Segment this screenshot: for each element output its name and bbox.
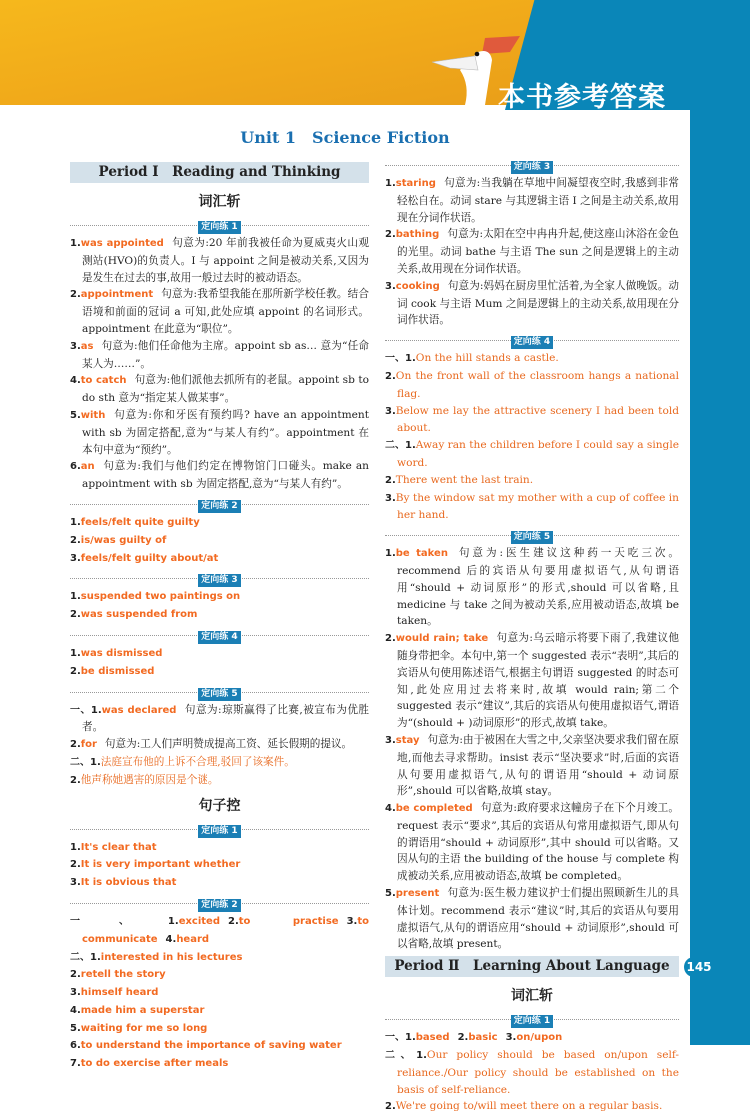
spacer	[70, 681, 369, 684]
spacer	[70, 567, 369, 570]
answer-sentence: 他声称她遇害的原因是个谜。	[80, 773, 219, 786]
drill-header	[70, 571, 369, 585]
section-heading: 词汇斩	[511, 988, 553, 1005]
item-number: 6.	[70, 461, 81, 473]
explanation: 句意为:太阳在空中冉冉升起,使这座山沐浴在金色的光里。动词 bathe 与主语 The sun 之间是逻辑上的主动关系,故用现在分词作状语。	[397, 228, 679, 275]
answer-text: made him a superstar	[80, 1004, 205, 1016]
drill-header	[70, 218, 369, 232]
drill-header	[70, 822, 369, 836]
answer-item	[70, 913, 369, 949]
explanation: 句意为:他们派他去抓所有的老鼠。appoint sb to do sth 意为“指定某人做某事”。	[82, 374, 369, 405]
item-number: 1.	[70, 841, 81, 853]
spacer	[70, 790, 369, 793]
answer-item	[70, 1020, 369, 1038]
period-title: Period Ⅰ Reading and Thinking	[70, 162, 369, 183]
answer-item	[385, 490, 679, 525]
item-number: 3.	[385, 492, 396, 504]
answer-item	[70, 407, 369, 458]
item-number: 4.	[385, 803, 396, 815]
answer-item	[70, 588, 369, 606]
answer-text: was declared	[101, 704, 177, 716]
item-number: 3.	[70, 877, 81, 889]
side-strip	[690, 100, 750, 1045]
item-number: 4.	[70, 1004, 81, 1016]
item-number: 2.	[385, 370, 396, 382]
answer-item	[70, 984, 369, 1002]
item-number: 2.	[385, 229, 396, 241]
answer-text: would rain; take	[395, 633, 489, 645]
item-number: 2.	[385, 633, 396, 645]
item-number: 二、1.	[385, 440, 416, 452]
answer-text: was dismissed	[80, 647, 163, 659]
item-number: 6.	[70, 1040, 81, 1052]
explanation: 句意为:我们与他们约定在博物馆门口碰头。make an appointment with sb 为固定搭配,意为“与某人有约”。	[82, 460, 369, 491]
answer-sentence: Away ran the children before I could say a single word.	[397, 439, 679, 469]
explanation: 句意为:20 年前我被任命为夏威夷火山观测站(HVO)的负责人。I 与 appoint 之间是被动关系,又因为是发生在过去的事,故用一般过去时的被动语态。	[82, 237, 370, 284]
answer-item	[70, 1037, 369, 1055]
answer-item	[70, 772, 369, 790]
drill-label: 定向练 5	[511, 531, 553, 544]
answer-text: to practise	[238, 915, 339, 927]
answer-item	[385, 350, 679, 368]
answer-text: excited	[178, 915, 220, 927]
explanation: 句意为:你和牙医有预约吗? have an appointment with sb 为固定搭配,意为“与某人有约”。appointment 在本句中意为“预约”。	[82, 408, 369, 456]
drill-header	[385, 528, 679, 542]
answer-text: be completed	[395, 803, 473, 815]
drill-label: 定向练 1	[198, 221, 240, 234]
item-number: 3.	[505, 1032, 517, 1044]
header-title: 本书参考答案	[498, 82, 666, 113]
item-number: 2.	[70, 774, 81, 786]
answer-item	[70, 949, 369, 967]
explanation: 句意为:琼斯赢得了比赛,被宣布为优胜者。	[82, 703, 370, 734]
answer-text: heard	[176, 933, 210, 945]
drill-label: 定向练 3	[511, 161, 553, 174]
answer-item	[70, 702, 369, 737]
item-number: 2.	[457, 1032, 469, 1044]
spacer	[70, 892, 369, 895]
answer-item	[385, 437, 679, 472]
answer-item	[385, 1029, 679, 1047]
answer-item	[385, 630, 679, 732]
answer-text: basic	[468, 1032, 498, 1044]
item-number: 2.	[70, 665, 81, 677]
answer-text: to understand the importance of saving water	[80, 1040, 342, 1052]
explanation: 句意为:工人们声明赞成提高工资、延长假期的提议。	[104, 738, 353, 751]
answer-sentence: Below me lay the attractive scenery I had been told about.	[395, 404, 679, 435]
answer-text: be taken	[395, 548, 448, 560]
drill-label: 定向练 5	[198, 688, 240, 701]
answer-text: for	[80, 739, 97, 751]
answer-item	[385, 278, 679, 329]
answer-item	[70, 286, 369, 337]
answer-item	[70, 532, 369, 550]
answer-item	[70, 1002, 369, 1020]
item-number: 7.	[70, 1058, 81, 1070]
answer-text: to communicate	[82, 915, 369, 945]
spacer	[70, 1073, 369, 1076]
explanation: 句意为:乌云暗示将要下雨了,我建议他随身带把伞。本句中,第一个 suggested 表示“表明”,其后的宾语从句使用陈述语气,根据主句谓语 suggested 的时态可知,此处应用过去将来时,故填 would rain;第二个 suggested 表示“建议”,其后的宾语从句使用虚拟语气,谓语为“(should + )动词原形”的形式,故填 take。	[397, 632, 679, 730]
drill-label: 定向练 2	[198, 500, 240, 513]
answer-item	[70, 1055, 369, 1073]
item-number: 一、1.	[70, 704, 102, 716]
item-number: 3.	[70, 552, 81, 564]
answer-text: cooking	[395, 280, 440, 292]
answer-text: It's clear that	[80, 841, 157, 853]
spacer	[385, 524, 679, 527]
answer-item	[70, 663, 369, 681]
answer-sentence: 法庭宣布他的上诉不合理,驳回了该案件。	[100, 755, 295, 768]
item-number: 1.	[385, 548, 396, 560]
drill-label: 定向练 4	[198, 631, 240, 644]
item-number: 1.	[70, 516, 81, 528]
drill-header	[70, 896, 369, 910]
explanation: 句意为:他们任命他为主席。appoint sb as… 意为“任命某人为……”。	[82, 339, 369, 370]
answer-text: on/upon	[516, 1032, 563, 1044]
answer-item	[70, 856, 369, 874]
item-number: 4.	[70, 375, 81, 387]
answer-text: It is obvious that	[80, 877, 177, 889]
item-number: 1.	[70, 238, 81, 249]
item-number: 二、1.	[70, 756, 101, 768]
answer-text: suspended two paintings on	[80, 591, 241, 603]
answer-item	[70, 550, 369, 568]
item-number: 二、1.	[385, 1050, 427, 1062]
answer-item	[385, 472, 679, 490]
item-number: 3.	[346, 915, 358, 927]
item-number: 2.	[70, 534, 81, 546]
explanation: 句意为:由于被困在大雪之中,父亲坚决要求我们留在原地,而他去寻求帮助。insist 表示“坚决要求”时,后面的宾语从句要用虚拟语气,从句的谓语用“should + 动词原形”,should 可以省略,故填 stay。	[397, 733, 679, 798]
answer-text: as	[80, 340, 94, 352]
answer-text: be dismissed	[80, 665, 155, 677]
drill-label: 定向练 1	[198, 825, 240, 838]
item-number: 一、1.	[70, 915, 179, 927]
answer-text: based	[415, 1032, 450, 1044]
item-number: 2.	[385, 1101, 396, 1113]
answer-text: stay	[395, 734, 420, 746]
drill-header	[70, 685, 369, 699]
item-number: 2.	[70, 859, 81, 871]
item-number: 1.	[70, 647, 81, 659]
answer-text: feels/felt guilty about/at	[80, 552, 219, 564]
right-column	[385, 157, 679, 1119]
answer-text: with	[80, 409, 106, 421]
item-number: 1.	[385, 178, 396, 189]
answer-sentence: On the front wall of the classroom hangs a national flag.	[395, 369, 679, 400]
answer-item	[385, 175, 679, 226]
answer-sentence: There went the last train.	[395, 473, 534, 486]
answer-item	[385, 403, 679, 438]
answer-text: staring	[395, 178, 436, 189]
section-heading: 句子控	[198, 797, 241, 814]
answer-item	[385, 732, 679, 800]
item-number: 2.	[70, 739, 81, 751]
answer-text: bathing	[395, 229, 440, 241]
item-number: 2.	[385, 474, 396, 486]
answer-text: to do exercise after meals	[80, 1058, 229, 1070]
answer-item	[70, 754, 369, 772]
left-column	[70, 162, 369, 1076]
item-number: 一、1.	[385, 353, 416, 365]
answer-text: is/was guilty of	[80, 534, 167, 546]
answer-text: was suspended from	[80, 609, 198, 621]
answer-text: appointment	[80, 289, 154, 301]
period-title: Period Ⅱ Learning About Language	[385, 956, 679, 977]
answer-text: an	[80, 461, 95, 473]
drill-header	[385, 158, 679, 172]
section-heading: 词汇斩	[198, 194, 241, 210]
unit-title: Unit 1 Science Fiction	[240, 128, 450, 147]
item-number: 5.	[70, 409, 81, 421]
answer-text: present	[395, 888, 440, 900]
drill-header	[385, 333, 679, 347]
answer-text: to catch	[80, 375, 127, 387]
answer-item	[70, 514, 369, 532]
answer-sentence: By the window sat my mother with a cup of coffee in her hand.	[395, 491, 679, 522]
explanation: 句意为:当我躺在草地中间凝望夜空时,我感到非常轻松自在。动词 stare 与其逻辑主语 I 之间是主动关系,故用现在分词作状语。	[397, 177, 679, 224]
item-number: 3.	[385, 405, 396, 417]
drill-label: 定向练 3	[198, 574, 240, 587]
spacer	[70, 493, 369, 496]
answer-item	[70, 606, 369, 624]
answer-text: himself heard	[80, 987, 159, 999]
answer-item	[385, 1047, 679, 1098]
explanation: 句意为:医生建议这种药一天吃三次。recommend 后的宾语从句要用虚拟语气,从句谓语用“should + 动词原形”的形式,should 可以省略,且 medicine 与 take 之间为被动关系,应用被动语态,故填 be taken。	[397, 547, 680, 628]
item-number: 3.	[385, 280, 396, 292]
answer-item	[385, 800, 679, 885]
drill-label: 定向练 1	[511, 1015, 553, 1028]
answer-item	[70, 966, 369, 984]
answer-item	[385, 1098, 679, 1116]
explanation: 句意为:妈妈在厨房里忙活着,为全家人做晚饭。动词 cook 与主语 Mum 之间是逻辑上的主动关系,故用现在分词作状语。	[397, 279, 679, 327]
item-number: 2.	[70, 969, 81, 981]
item-number: 1.	[70, 591, 81, 603]
drill-header	[70, 497, 369, 511]
answer-item	[385, 226, 679, 277]
answer-item	[70, 736, 369, 754]
answer-item	[70, 839, 369, 857]
explanation: 句意为:我希望我能在那所新学校任教。结合语境和前面的冠词 a 可知,此处应填 appoint 的名词形式。appointment 在此意为“职位”。	[82, 288, 369, 335]
item-number: 2.	[70, 289, 81, 301]
drill-label: 定向练 2	[198, 899, 240, 912]
item-number: 4.	[165, 933, 177, 945]
item-number: 3.	[70, 340, 81, 352]
answer-text: retell the story	[80, 969, 166, 981]
answer-sentence: We're going to/will meet there on a regular basis.	[395, 1100, 663, 1113]
answer-item	[70, 235, 369, 286]
item-number: 3.	[70, 987, 81, 999]
spacer	[385, 329, 679, 332]
answer-text: feels/felt quite guilty	[80, 516, 200, 528]
item-number: 5.	[385, 888, 396, 900]
answer-item	[385, 545, 679, 630]
answer-text: It is very important whether	[80, 859, 241, 871]
item-number: 3.	[385, 734, 396, 746]
item-number: 2.	[70, 609, 81, 621]
item-number: 一、1.	[385, 1032, 416, 1044]
drill-header	[385, 1012, 679, 1026]
drill-label: 定向练 4	[511, 336, 553, 349]
answer-text: waiting for me so long	[80, 1022, 208, 1034]
answer-item	[385, 368, 679, 403]
item-number: 2.	[228, 915, 239, 927]
answer-item	[70, 458, 369, 493]
answer-item	[70, 338, 369, 373]
item-number: 二、1.	[70, 951, 101, 963]
explanation: 句意为:医生极力建议护士们提出照顾新生儿的具体计划。recommend 表示“建议”时,其后的宾语从句要用虚拟语气,从句的谓语应用“should + 动词原形”,should 可以省略,故填 present。	[397, 887, 679, 951]
answer-item	[70, 645, 369, 663]
answer-item	[70, 372, 369, 407]
answer-text: was appointed	[80, 238, 164, 249]
drill-header	[70, 628, 369, 642]
page-number: 145	[684, 957, 714, 977]
answer-item	[70, 874, 369, 892]
answer-item	[385, 885, 679, 953]
spacer	[70, 624, 369, 627]
explanation: 句意为:政府要求这幢房子在下个月竣工。request 表示“要求”,其后的宾语从句常用虚拟语气,即从句的谓语用“should + 动词原形”,其中 should 可以省略。又因从句的主语 the building of the house 与 complete 构成被动关系,应用被动语态,故填 be completed。	[397, 802, 679, 883]
answer-sentence: On the hill stands a castle.	[415, 352, 559, 365]
answer-sentence: Our policy should be based on/upon self-reliance./Our policy should be established on the basis of self-reliance.	[397, 1049, 680, 1096]
answer-text: interested in his lectures	[100, 951, 243, 963]
item-number: 5.	[70, 1022, 81, 1034]
